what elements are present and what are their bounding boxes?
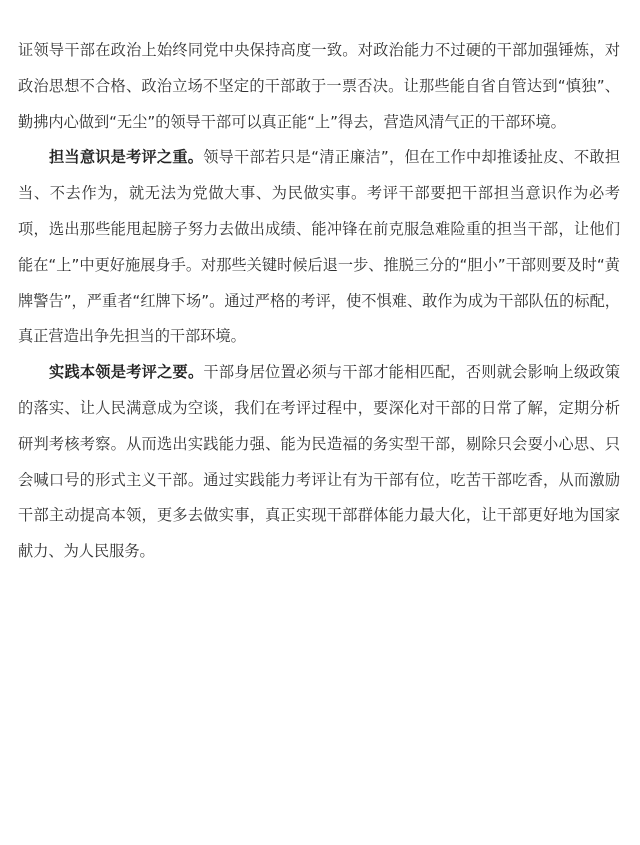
paragraph-practical-ability <box>18 355 620 570</box>
paragraph-text: 干部身居位置必须与干部才能相匹配，否则就会影响上级政策的落实、让人民满意成为空谈，我们在考评过程中，要深化对干部的日常了解，定期分析研判考核考察。从而选出实践能力强、能为民造福的务实型干部，剔除只会耍小心思、只会喊口号的形式主义干部。通过实践能力考评让有为干部有位，吃苦干部吃香，从而激励干部主动提高本领，更多去做实事，真正实现干部群体能力最大化，让干部更好地为国家献力、为人民服务。 <box>18 363 621 561</box>
paragraph-responsibility <box>18 140 620 355</box>
paragraph-text: 领导干部若只是“清正廉洁”，但在工作中却推诿扯皮、不敢担当、不去作为，就无法为党做大事、为民做实事。考评干部要把干部担当意识作为必考项，选出那些能甩起膀子努力去做出成绩、能冲锋在前克服急难险重的担当干部，让他们能在“上”中更好施展身手。对那些关键时候后退一步、推脱三分的“胆小”干部则要及时“黄牌警告”，严重者“红牌下场”。通过严格的考评，使不惧难、敢作为成为干部队伍的标配，真正营造出争先担当的干部环境。 <box>18 148 621 346</box>
paragraph-text: 证领导干部在政治上始终同党中央保持高度一致。对政治能力不过硬的干部加强锤炼，对政治思想不合格、政治立场不坚定的干部敢于一票否决。让那些能自省自管达到“慎独”、勤拂内心做到“无尘”的领导干部可以真正能“上”得去，营造风清气正的干部环境。 <box>18 41 620 131</box>
paragraph-lead-heading: 实践本领是考评之要。 <box>49 363 204 382</box>
paragraph-political-continuation <box>18 33 620 140</box>
paragraph-lead-heading: 担当意识是考评之重。 <box>49 148 204 167</box>
